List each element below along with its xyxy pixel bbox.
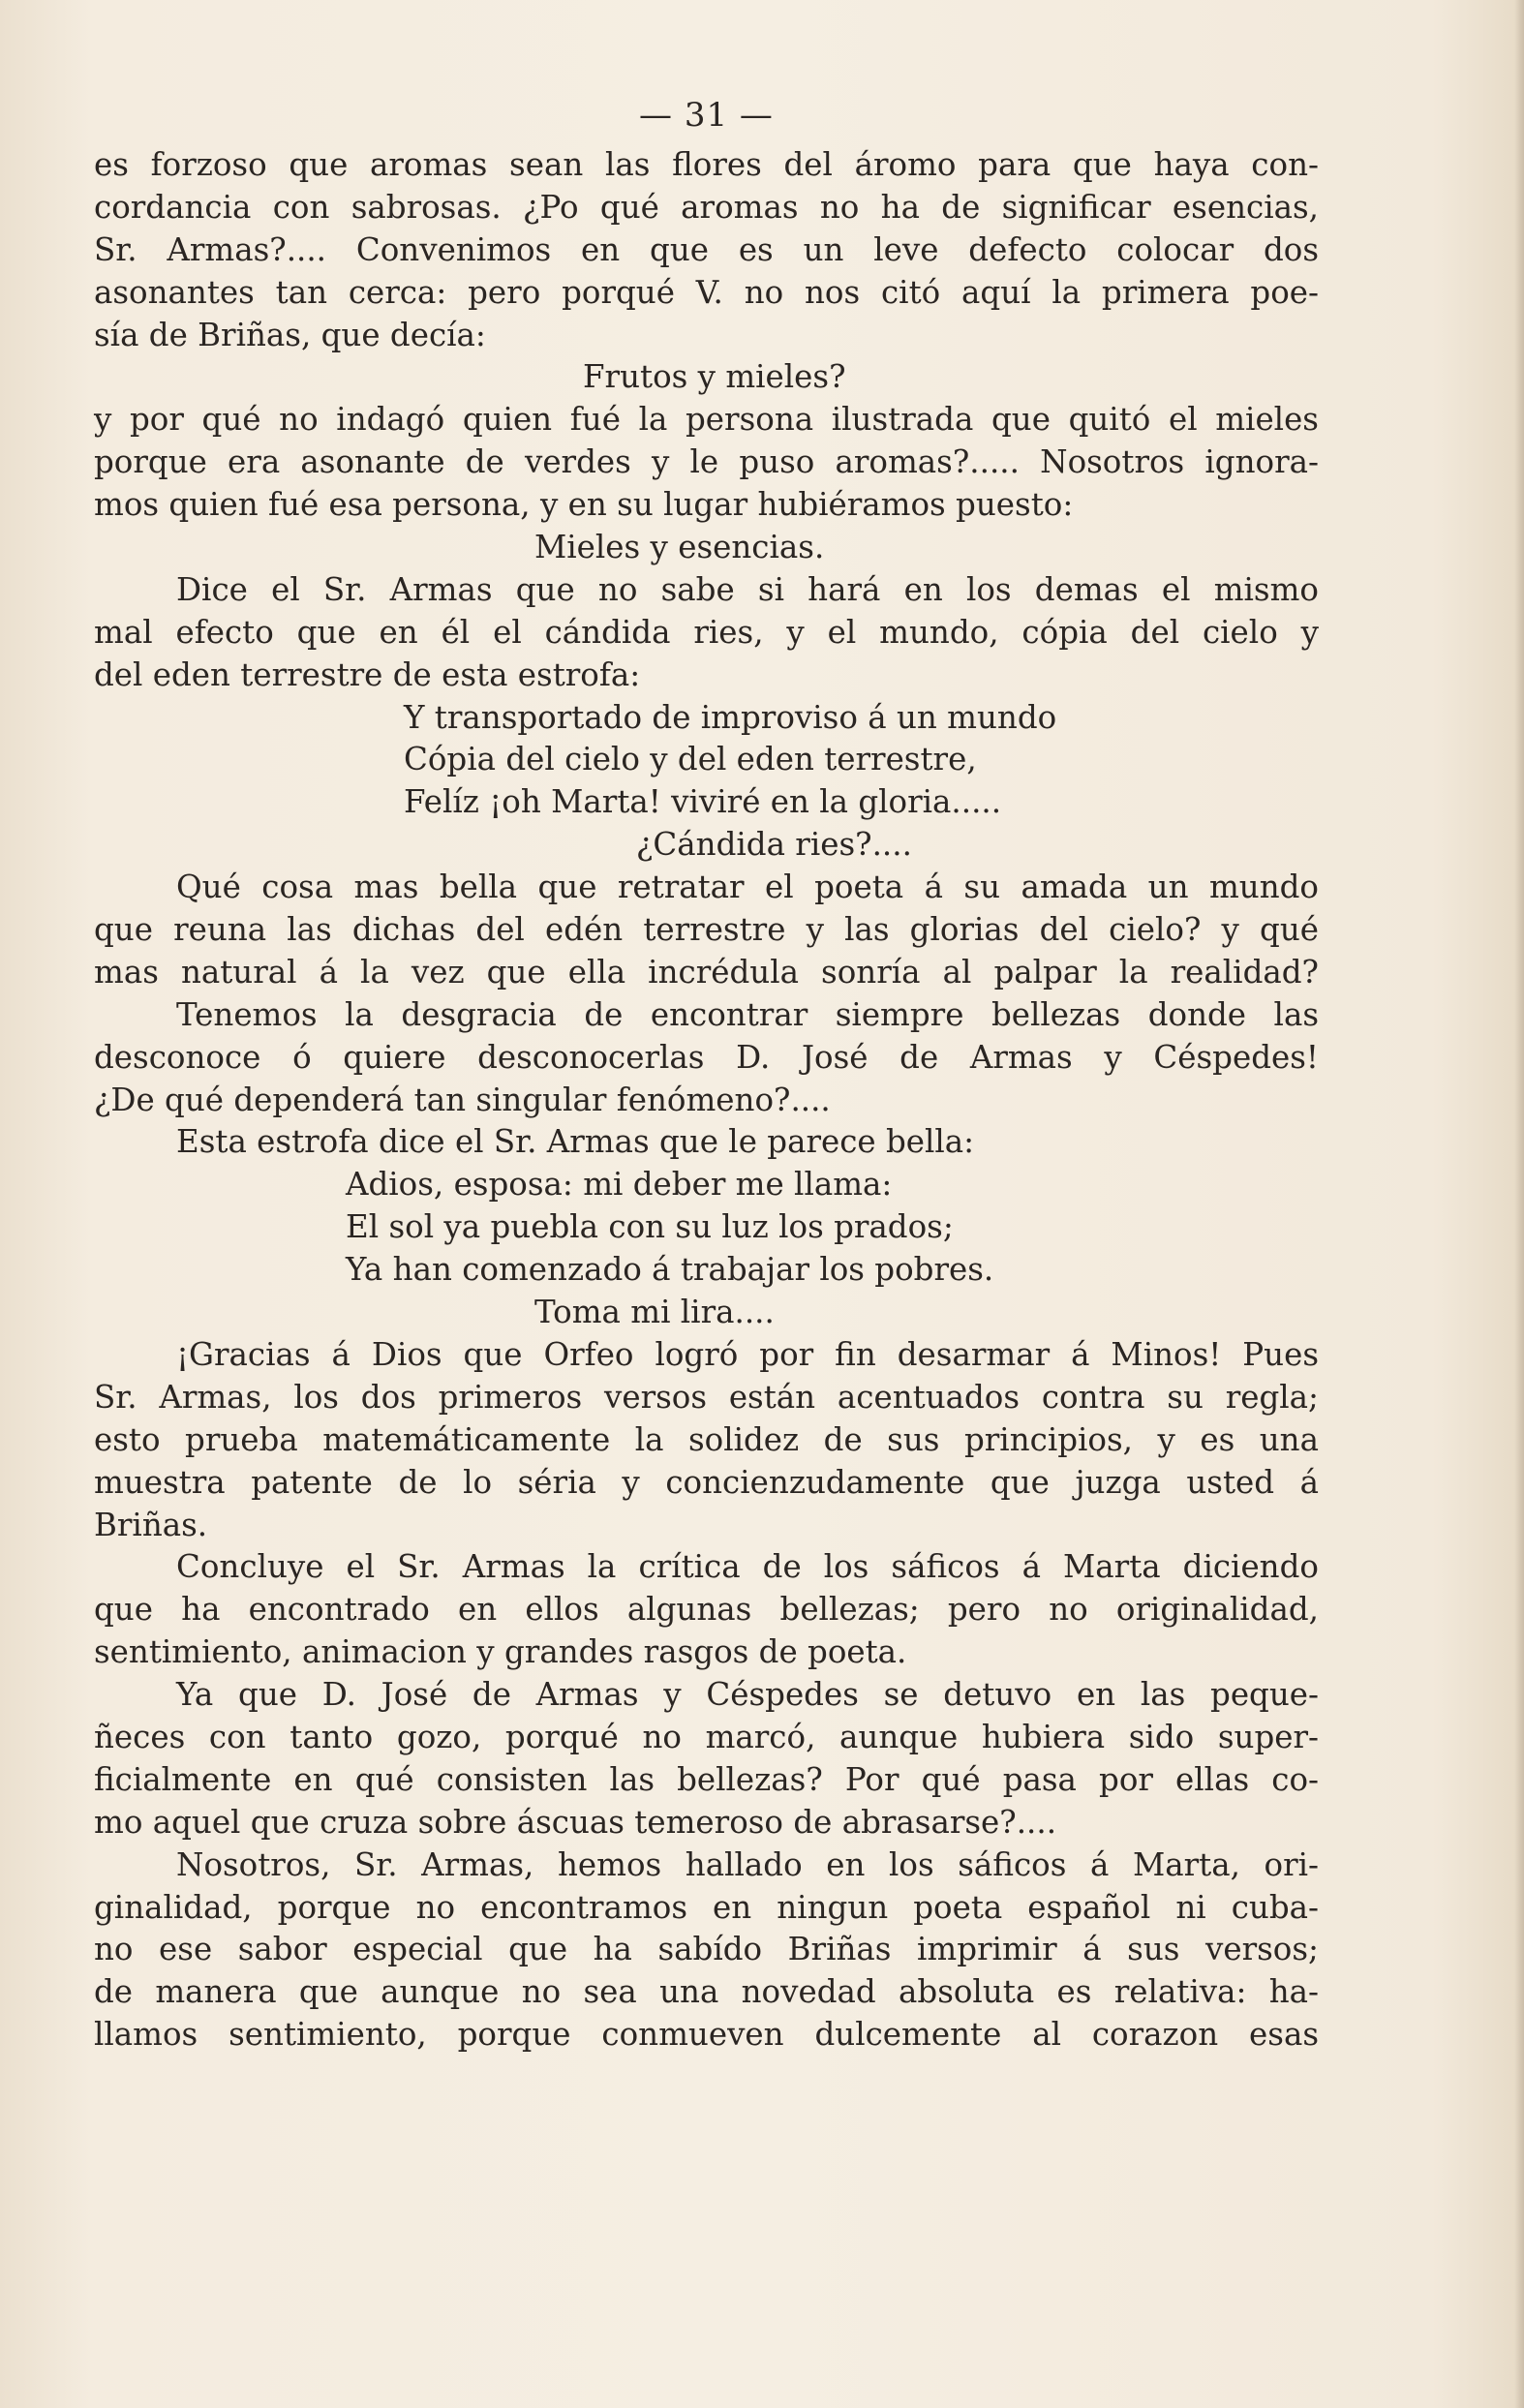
text-lines	[94, 144, 1319, 2057]
text-line: Concluye el Sr. Armas la crítica de los sáficos á Marta diciendo	[176, 1548, 1319, 1586]
text-line: ficialmente en qué consisten las bellezas? Por qué pasa por ellas co-	[94, 1760, 1319, 1798]
text-line: ginalidad, porque no encontramos en ningun poeta español ni cuba-	[94, 1888, 1319, 1926]
text-line: ¿De qué dependerá tan singular fenómeno?....	[94, 1081, 831, 1118]
text-line: que ha encontrado en ellos algunas bellezas; pero no originalidad,	[94, 1591, 1319, 1629]
verse-line: El sol ya puebla con su luz los prados;	[346, 1208, 954, 1246]
text-line: y por qué no indagó quien fué la persona ilustrada que quitó el mieles	[94, 401, 1319, 439]
text-line: no ese sabor especial que ha sabído Briñas imprimir á sus versos;	[94, 1931, 1319, 1968]
text-line: asonantes tan cerca: pero porqué V. no nos citó aquí la primera poe-	[94, 273, 1319, 311]
page-edge-shadow	[1514, 0, 1524, 2408]
text-line: Ya que D. José de Armas y Céspedes se detuvo en las peque-	[176, 1676, 1319, 1714]
verse-line: Mieles y esencias.	[534, 529, 825, 566]
text-line: desconoce ó quiere desconocerlas D. José de Armas y Céspedes!	[94, 1038, 1319, 1076]
text-line: Qué cosa mas bella que retratar el poeta á su amada un mundo	[176, 869, 1319, 906]
text-line: esto prueba matemáticamente la solidez de sus principios, y es una	[94, 1420, 1319, 1458]
text-line: cordancia con sabrosas. ¿Po qué aromas no ha de significar esencias,	[94, 188, 1319, 226]
text-line: del eden terrestre de esta estrofa:	[94, 655, 641, 693]
text-line: mos quien fué esa persona, y en su lugar hubiéramos puesto:	[94, 486, 1074, 524]
text-line: es forzoso que aromas sean las flores del áromo para que haya con-	[94, 146, 1319, 183]
text-line: ñeces con tanto gozo, porqué no marcó, aunque hubiera sido super-	[94, 1718, 1319, 1755]
text-line: de manera que aunque no sea una novedad absoluta es relativa: ha-	[94, 1973, 1319, 2011]
text-line: Tenemos la desgracia de encontrar siempre bellezas donde las	[176, 995, 1319, 1033]
verse-line: ¿Cándida ries?....	[636, 826, 912, 864]
verse-line: Y transportado de improviso á un mundo	[404, 698, 1057, 736]
verse-line: Toma mi lira....	[534, 1294, 775, 1331]
text-line: que reuna las dichas del edén terrestre y las glorias del cielo? y qué	[94, 911, 1319, 949]
text-line: Sr. Armas?.... Convenimos en que es un leve defecto colocar dos	[94, 230, 1319, 268]
text-line: mal efecto que en él el cándida ries, y el mundo, cópia del cielo y	[94, 613, 1319, 651]
text-line: ¡Gracias á Dios que Orfeo logró por fin desarmar á Minos! Pues	[176, 1335, 1319, 1373]
verse-line: Cópia del cielo y del eden terrestre,	[404, 741, 977, 778]
verse-line: Adios, esposa: mi deber me llama:	[346, 1166, 893, 1204]
text-line: mo aquel que cruza sobre áscuas temeroso de abrasarse?....	[94, 1803, 1057, 1841]
verse-line: Frutos y mieles?	[583, 358, 846, 396]
text-line: sentimiento, animacion y grandes rasgos de poeta.	[94, 1633, 907, 1671]
text-line: Nosotros, Sr. Armas, hemos hallado en los sáficos á Marta, ori-	[176, 1845, 1319, 1883]
text-line: Esta estrofa dice el Sr. Armas que le parece bella:	[176, 1123, 975, 1161]
text-line: muestra patente de lo séria y concienzudamente que juzga usted á	[94, 1463, 1319, 1501]
page-number: — 31 —	[639, 96, 774, 135]
verse-line: Ya han comenzado á trabajar los pobres.	[346, 1251, 994, 1289]
text-block	[94, 92, 1319, 2057]
text-line: mas natural á la vez que ella incrédula sonría al palpar la realidad?	[94, 953, 1319, 991]
text-line: Dice el Sr. Armas que no sabe si hará en los demas el mismo	[176, 570, 1319, 608]
text-line: porque era asonante de verdes y le puso aromas?..... Nosotros ignora-	[94, 443, 1319, 481]
text-line: Sr. Armas, los dos primeros versos están acentuados contra su regla;	[94, 1378, 1319, 1416]
text-line: llamos sentimiento, porque conmueven dulcemente al corazon esas	[94, 2016, 1319, 2054]
verse-line: Felíz ¡oh Marta! viviré en la gloria.....	[404, 783, 1002, 821]
text-line: sía de Briñas, que decía:	[94, 316, 486, 353]
text-line: Briñas.	[94, 1506, 208, 1543]
